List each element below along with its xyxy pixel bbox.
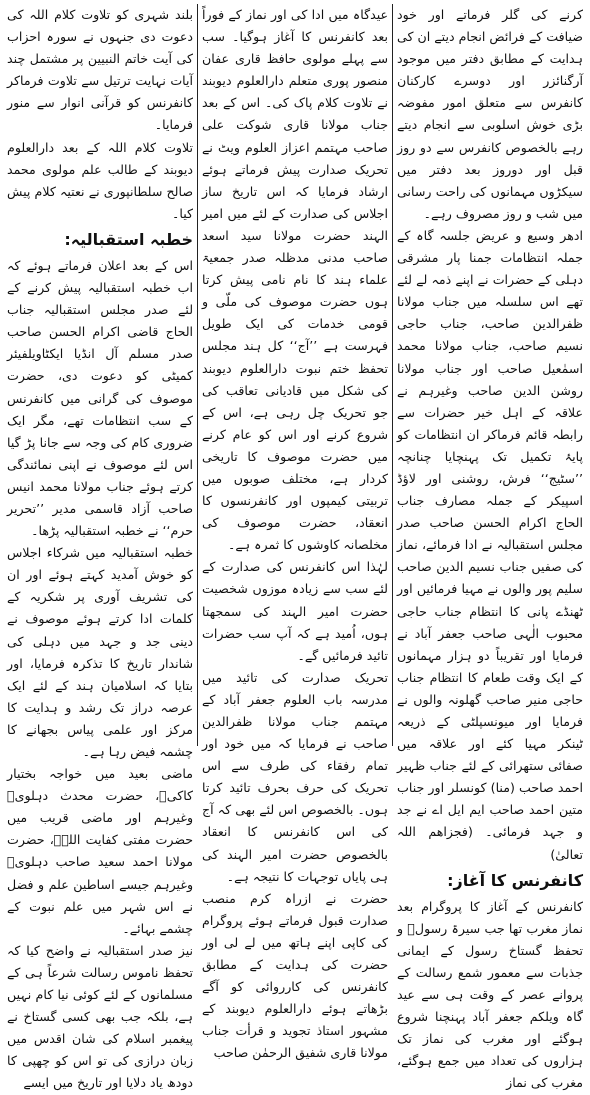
paragraph: ماضی بعید میں خواجہ بختیار کاکیؒ، حضرت محدث دہلویؒ وغیرہم اور ماضی قریب میں حضرت مفتی کفایت اللہؒ، حضرت مولانا احمد سعید صاحب دہلویؒ وغیرہم جیسے اساطین علم و فضل نے اس شہر میں علم نبوت کے چشمے بہائے۔ bbox=[7, 766, 194, 936]
paragraph: کرنے کی گلر فرماتے اور خود ضیافت کے فرائض انجام دیتے ان کی ہدایت کے مطابق دفتر میں موجود آرگنائزر اور دوسرے کارکنان کانفرس سے متعلق امور مفوضہ بڑی خوش اسلوبی سے انجام دیتے رہے بالخصوص کانفرس سے دو روز قبل اور دوروز بعد دفتر میں سیکڑوں مہمانوں کی راحت رسانی میں شب و روز مصروف رہے۔ bbox=[397, 7, 583, 221]
column-divider bbox=[197, 4, 198, 746]
paragraph: عیدگاہ میں ادا کی اور نماز کے فوراً بعد کانفرنس کا آغاز ہوگیا۔ سب سے پہلے مولوی حافظ قاری عفان منصور پوری متعلم دارالعلوم دیوبند نے تلاوت کلام پاک کی۔ اس کے بعد جناب مولانا قاری شوکت علی صاحب مہتمم اعزاز العلوم ویٹ نے تحریک صدارت پیش فرماتے ہوئے ارشاد فرمایا کہ اس تاریخ ساز اجلاس کی صدارت کے لئے میں امیر الہند حضرت مولانا سید اسعد صاحب مدنی مدظلہ صدر جمعیۃ علماء ہند کا نام نامی پیش کرتا ہوں حضرت موصوف کی ملّی و قومی خدمات کی ایک طویل فہرست ہے ’’آج‘‘ کل ہند مجلس تحفظ ختم نبوت دارالعلوم دیوبند کی شکل میں قادیانی تعاقب کی جو تحریک چل رہی ہے، اس کے شروع کرنے اور اس کو عام کرنے میں حضرت موصوف کا تاریخی کردار ہے، مختلف صوبوں میں تربیتی کیمپوں اور کانفرنسوں کا انعقاد، حضرت موصوف کی مخلصانہ کاوشوں کا ثمرہ ہے۔ bbox=[202, 7, 389, 553]
paragraph: ادھر وسیع و عریض جلسہ گاہ کے جملہ انتظامات جمنا پار مشرقی دہلی کے حضرات نے اپنے ذمہ لے لئے تھے اس سلسلہ میں جناب مولانا ظفرالدین صاحب، جناب حاجی نسیم صاحب، جناب مولانا محمد اسمٰعیل صاحب اور جناب مولانا روشن الدین صاحب وغیرہم نے علاقہ کے اہل خیر حضرات سے رابطہ قائم فرماکر ان انتظامات کو پایۂ تکمیل تک پہنچایا چنانچہ ’’سٹیج‘‘ فرش، روشنی اور لاؤڈ اسپیکر کے جملہ مصارف جناب الحاج اکرام الحسن صاحب صدر مجلس استقبالیہ نے ادا فرمائے، نماز کی صفیں جناب نسیم الدین صاحب سلیم پور والوں نے مہیا فرمائیں اور ٹھنڈے پانی کا انتظام جناب حاجی محبوب الٰہی صاحب جعفر آباد نے فرمایا اور تقریباً دو ہزار مہمانوں کے ایک وقت طعام کا انتظام جناب حاجی منیر صاحب گھلونہ والوں نے فرمایا اور میونسپلٹی کے ذریعہ ٹینکر مہیا کئے اور علاقہ میں صفائی ستھرائی کے لئے جناب ظہیر احمد صاحب (منا) کونسلر اور جناب متین احمد صاحب ایم ایل اے نے جد و جہد فرمائی۔ (فجزاھم اللہ تعالیٰ) bbox=[397, 227, 583, 862]
column-left bbox=[4, 4, 196, 1091]
paragraph: نیز صدر استقبالیہ نے واضح کیا کہ تحفظ ناموس رسالت شرعاً ہی کے مسلمانوں کے لئے کوئی نیا کام نہیں ہے، بلکہ جب بھی کسی گستاخ نے پیغمبر اسلام کی شان اقدس میں زبان درازی کی تو اس کو چھپی کا دودھ یاد دلایا اور تاریخ میں ایسے bbox=[7, 942, 194, 1091]
paragraph: تحریک صدارت کی تائید میں مدرسہ باب العلوم جعفر آباد کے مہتمم جناب مولانا ظفرالدین صاحب نے فرمایا کہ میں خود اور تمام رفقاء کی طرف سے اس تحریک کی حرف بحرف تائید کرتا ہوں۔ بالخصوص اس لئے بھی کہ آج کی اس کانفرنس کا انعقاد بالخصوص حضرت امیر الہند کی ہی پایاں توجہات کا نتیجہ ہے۔ bbox=[202, 669, 389, 884]
column-middle bbox=[199, 4, 391, 1061]
column-right bbox=[394, 4, 586, 1091]
column-divider bbox=[392, 4, 393, 746]
section-heading: خطبہ استقبالیہ: bbox=[64, 229, 194, 249]
paragraph: تلاوت کلام اللہ کے بعد دارالعلوم دیوبند کے طالب علم مولوی محمد صالح سلطانپوری نے نعتیہ کلام پیش کیا۔ bbox=[7, 139, 194, 221]
paragraph: کانفرنس کے آغاز کا پروگرام بعد نماز مغرب تھا جب سیرۃ رسولؐ و تحفظ گستاخ رسول کے ایمانی جذبات سے معمور شمع رسالت کے پروانے عصر کے وقت ہی سے عید گاہ ویلکم جعفر آباد پہنچنا شروع ہوگئے اور مغرب کی نماز تک ہزاروں کی تعداد میں جمع ہوگئے، مغرب کی نماز bbox=[397, 898, 583, 1091]
paragraph: خطبہ استقبالیہ میں شرکاء اجلاس کو خوش آمدید کہتے ہوئے اور ان کی تشریف آوری پر شکریہ کے کلمات ادا کرتے ہوئے موصوف نے دینی جد و جہد میں دہلی کی شاندار تاریخ کا تذکرہ فرمایا، اور بتایا کہ اسلامیان ہند کے لئے ایک عرصہ دراز تک رشد و ہدایت کا مرکز اور علمی پیاس بجھانے کا چشمہ فیض رہا ہے۔ bbox=[7, 545, 194, 759]
paragraph: حضرت نے ازراہ کرم منصب صدارت قبول فرماتے ہوئے پروگرام کی کاپی اپنے ہاتھ میں لے لی اور حضرت کی ہدایت کے مطابق کانفرنس کی کارروائی کو آگے بڑھاتے ہوئے دارالعلوم دیوبند کے مشہور استاذ تجوید و قرأت جناب مولانا قاری شفیق الرحمٰن صاحب bbox=[202, 890, 389, 1061]
paragraph: اس کے بعد اعلان فرماتے ہوئے کہ اب خطبہ استقبالیہ پیش کرنے کے لئے صدر مجلس استقبالیہ جناب الحاج قاضی اکرام الحسن صاحب صدر مسلم آل انڈیا ایکٹاویلفیئر کمیٹی کو دعوت دی، حضرت موصوف کی گرانی میں کانفرنس کے سب انتظامات تھے، مگر ایک ضروری کام کی وجہ سے جانا پڑ گیا اس لئے موصوف نے اپنی نمائندگی کرتے ہوئے جناب مولانا محمد انیس صاحب آزاد قاسمی مدیر ’’تحریر حرم‘‘ نے خطبہ استقبالیہ پڑھا۔ bbox=[7, 257, 194, 539]
section-heading: کانفرنس کا آغاز: bbox=[447, 870, 583, 890]
paragraph: بلند شہری کو تلاوت کلام اللہ کی دعوت دی جنہوں نے سورہ احزاب کی آیت خاتم النبیین پر مشتمل چند آیات نہایت ترتیل سے تلاوت فرماکر کانفرنس کو قرآنی انوار سے منور فرمایا۔ bbox=[7, 7, 194, 133]
paragraph: لہٰذا اس کانفرنس کی صدارت کے لئے سب سے زیادہ موزوں شخصیت حضرت امیر الہند کی سمجھتا ہوں، اُمید ہے کہ آپ سب حضرات تائید فرمائیں گے۔ bbox=[202, 559, 389, 663]
